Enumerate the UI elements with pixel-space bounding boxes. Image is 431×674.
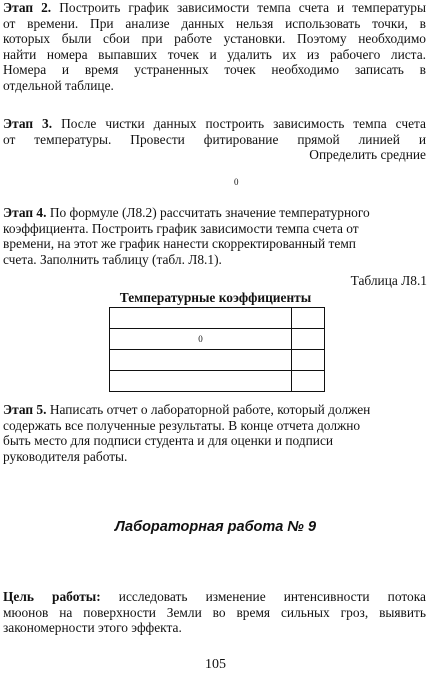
table-title: Температурные коэффициенты	[119, 290, 312, 305]
stage-4-line-3: времени, на этот же график нанести скорректированный темп	[3, 236, 356, 252]
stage-3-line-2: от температуры. Провести фитирование прямой линией и	[3, 131, 426, 147]
stage-2-line-6: отдельной таблице.	[3, 77, 114, 93]
stage-5-line-1: Написать отчет о лабораторной работе, который должен	[49, 402, 371, 417]
table-caption: Таблица Л8.1	[350, 273, 427, 288]
table-cell	[291, 350, 324, 371]
goal-label: Цель работы:	[3, 589, 101, 604]
table-cell	[110, 350, 292, 371]
stage-5-line-3: быть место для подписи студента и для оценки и подписи	[3, 433, 334, 449]
stage-4-label: Этап 4.	[3, 205, 47, 220]
coefficients-table	[109, 307, 325, 392]
stage-3-line-1: После чистки данных построить зависимость темпа счета	[61, 116, 426, 131]
stage-5-line-2: содержать все полученные результаты. В конце отчета должно	[3, 417, 361, 433]
stage-3-small-mark: 0	[234, 177, 239, 187]
stage-3-line-3: Определить средние	[309, 147, 426, 163]
stage-2-label: Этап 2.	[3, 0, 52, 15]
lab-work-title: Лабораторная работа № 9	[114, 519, 317, 535]
stage-5-line-4: руководителя работы.	[3, 448, 128, 464]
stage-3-paragraph	[3, 116, 426, 163]
page-number: 105	[205, 657, 226, 672]
table-row	[110, 329, 325, 350]
stage-2-line-2: от времени. При анализе данных нельзя использовать точки, в	[3, 15, 426, 31]
goal-paragraph	[3, 589, 426, 636]
stage-5-label: Этап 5.	[3, 402, 47, 417]
stage-2-line-1: Построить график зависимости темпа счета и температуры	[59, 0, 426, 15]
stage-4-line-4: счета. Заполнить таблицу (табл. Л8.1).	[3, 251, 222, 267]
table-row	[110, 371, 325, 392]
table-row	[110, 350, 325, 371]
table-cell	[110, 371, 292, 392]
table-cell	[110, 329, 292, 350]
goal-line-2: мюонов на поверхности Земли во время сильных гроз, выявить	[3, 604, 426, 620]
table-cell	[110, 308, 292, 329]
table-cell	[291, 308, 324, 329]
stage-2-line-5: Номера и время устраненных точек необходимо записать в	[3, 62, 426, 78]
stage-2-paragraph	[3, 0, 426, 94]
stage-4-line-1: По формуле (Л8.2) рассчитать значение температурного	[49, 205, 370, 220]
stage-4-paragraph	[3, 205, 426, 267]
goal-line-1: исследовать изменение интенсивности потока	[118, 589, 426, 604]
table-cell-mark: 0	[198, 334, 203, 344]
table-cell	[291, 329, 324, 350]
goal-line-3: закономерности этого эффекта.	[3, 620, 182, 636]
table-cell	[291, 371, 324, 392]
stage-4-line-2: коэффициента. Построить график зависимости темпа счета от	[3, 220, 359, 236]
table-row	[110, 308, 325, 329]
stage-2-line-4: найти номера выпавших точек и удалить их из рабочего листа.	[3, 46, 426, 62]
stage-3-label: Этап 3.	[3, 116, 53, 131]
stage-2-line-3: которых были сбои при работе установки. Поэтому необходимо	[3, 31, 426, 47]
stage-5-paragraph	[3, 402, 426, 464]
